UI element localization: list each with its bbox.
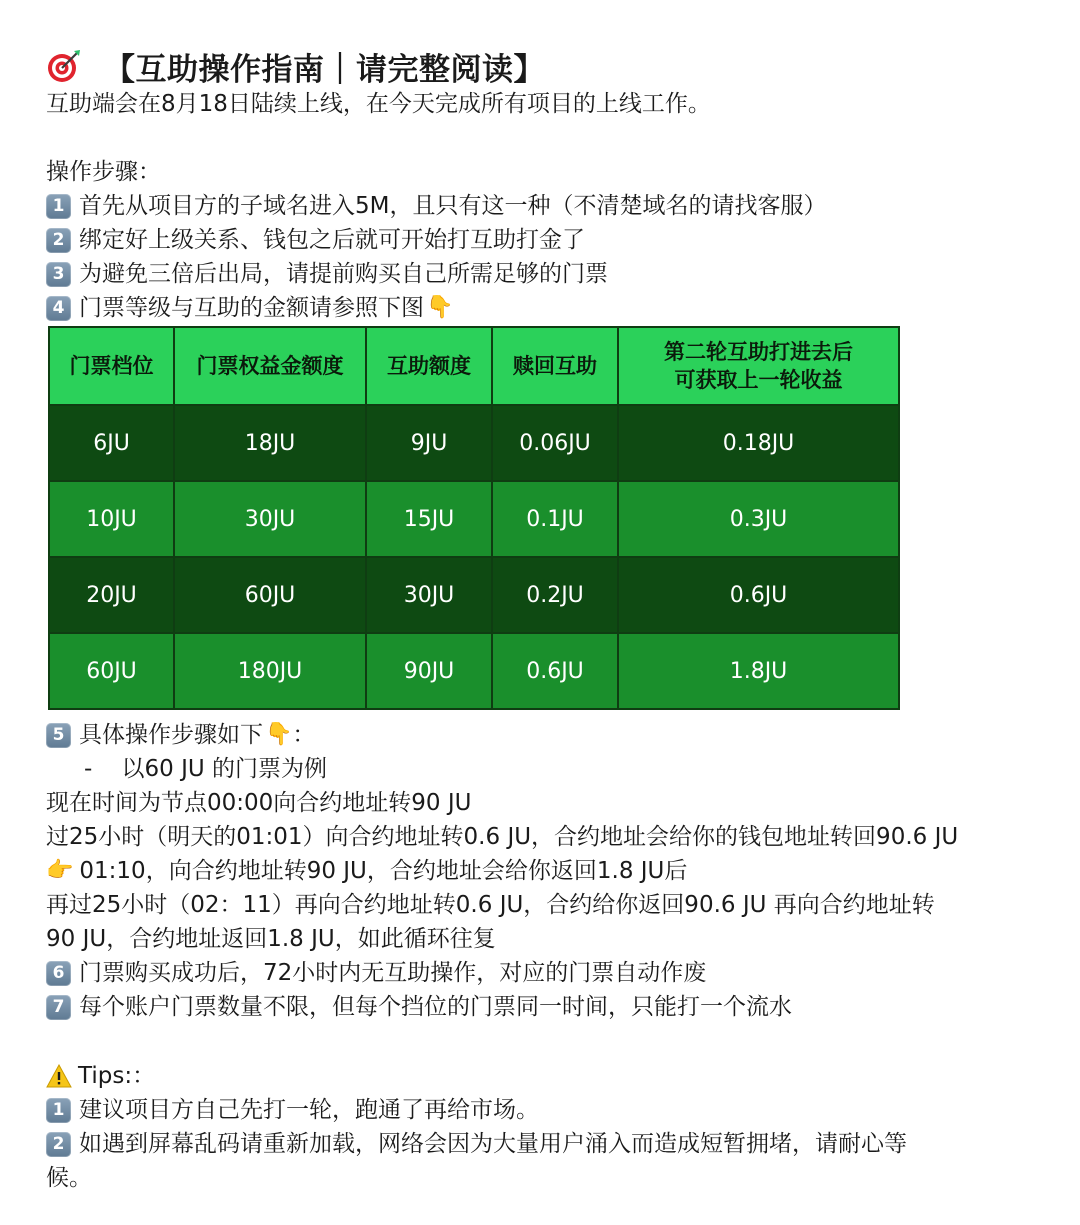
- detail-line: [46, 855, 687, 887]
- table-cell: 90JU: [366, 633, 492, 709]
- keycap-1-icon: 1: [46, 194, 71, 219]
- keycap-3-icon: 3: [46, 262, 71, 287]
- table-cell: 15JU: [366, 481, 492, 557]
- table-cell: 0.6JU: [618, 557, 899, 633]
- table-cell: 0.06JU: [492, 405, 618, 481]
- table-cell: 30JU: [366, 557, 492, 633]
- step-text: 门票购买成功后，72小时内无互助操作，对应的门票自动作废: [79, 960, 707, 986]
- warning-icon: [46, 1064, 72, 1088]
- column-header: 互助额度: [366, 327, 492, 405]
- keycap-2-icon: 2: [46, 228, 71, 253]
- table-cell: 0.6JU: [492, 633, 618, 709]
- column-header: 门票档位: [49, 327, 174, 405]
- table-cell: 0.2JU: [492, 557, 618, 633]
- table-cell: 0.3JU: [618, 481, 899, 557]
- step-item: [46, 258, 608, 290]
- table-cell: 30JU: [174, 481, 366, 557]
- step-text: 每个账户门票数量不限，但每个挡位的门票同一时间，只能打一个流水: [79, 994, 792, 1020]
- table-cell: 180JU: [174, 633, 366, 709]
- step-item: [46, 292, 453, 324]
- table-cell: 60JU: [174, 557, 366, 633]
- detail-line: 90 JU，合约地址返回1.8 JU，如此循环往复: [46, 926, 496, 952]
- tips-heading: Tips:：: [78, 1063, 156, 1089]
- tip-text: 建议项目方自己先打一轮，跑通了再给市场。: [79, 1097, 539, 1123]
- tip-text: 如遇到屏幕乱码请重新加载，网络会因为大量用户涌入而造成短暂拥堵，请耐心等: [79, 1131, 907, 1157]
- step-text: 首先从项目方的子域名进入5M，且只有这一种（不清楚域名的请找客服）: [79, 193, 827, 219]
- step-item: [46, 190, 826, 222]
- detail-line: 过25小时（明天的01:01）向合约地址转0.6 JU，合约地址会给你的钱包地址转回90.6 JU: [46, 824, 959, 850]
- column-header: 门票权益金额度: [174, 327, 366, 405]
- table-cell: 6JU: [49, 405, 174, 481]
- table-row: [49, 405, 899, 481]
- step-text: 绑定好上级关系、钱包之后就可开始打互助打金了: [79, 227, 585, 253]
- step-text: 为避免三倍后出局，请提前购买自己所需足够的门票: [79, 261, 608, 287]
- steps-heading: 操作步骤：: [46, 159, 161, 185]
- column-header: [618, 327, 899, 405]
- example-line: - 以60 JU 的门票为例: [84, 756, 328, 782]
- detail-line: 再过25小时（02：11）再向合约地址转0.6 JU，合约给你返回90.6 JU 再向合约地址转: [46, 892, 935, 918]
- table-cell: 18JU: [174, 405, 366, 481]
- keycap-1-icon: 1: [46, 1098, 71, 1123]
- dart-target-icon: [46, 48, 82, 84]
- keycap-4-icon: 4: [46, 296, 71, 321]
- hand-pointing-right-icon: 👉: [46, 858, 74, 883]
- table-cell: 10JU: [49, 481, 174, 557]
- hand-pointing-down-icon: 👇: [426, 295, 454, 320]
- page-title: 【互助操作指南｜请完整阅读】: [104, 51, 545, 88]
- table-row: [49, 557, 899, 633]
- detail-line: 现在时间为节点00:00向合约地址转90 JU: [46, 790, 472, 816]
- tip-item: [46, 1094, 539, 1126]
- title-row: [46, 44, 545, 88]
- detail-text: 01:10，向合约地址转90 JU，合约地址会给你返回1.8 JU后: [79, 858, 688, 884]
- table-cell: 1.8JU: [618, 633, 899, 709]
- table-cell: 0.18JU: [618, 405, 899, 481]
- tips-heading-row: [46, 1060, 155, 1092]
- keycap-5-icon: 5: [46, 723, 71, 748]
- step-item: [46, 224, 585, 256]
- keycap-7-icon: 7: [46, 995, 71, 1020]
- step-suffix: ：: [292, 722, 316, 748]
- step-item: [46, 957, 706, 989]
- step-item: [46, 719, 315, 751]
- tip-tail: 候。: [46, 1165, 92, 1191]
- ticket-level-table: [48, 326, 900, 710]
- keycap-2-icon: 2: [46, 1132, 71, 1157]
- table-cell: 60JU: [49, 633, 174, 709]
- hand-pointing-down-icon: 👇: [265, 722, 293, 747]
- keycap-6-icon: 6: [46, 961, 71, 986]
- table-row: [49, 481, 899, 557]
- column-header-line: 可获取上一轮收益: [674, 368, 843, 392]
- step-text: 具体操作步骤如下: [79, 722, 263, 748]
- table-cell: 9JU: [366, 405, 492, 481]
- table-header-row: [49, 327, 899, 405]
- table-cell: 20JU: [49, 557, 174, 633]
- table-row: [49, 633, 899, 709]
- column-header: 赎回互助: [492, 327, 618, 405]
- intro-text: 互助端会在8月18日陆续上线，在今天完成所有项目的上线工作。: [46, 91, 711, 117]
- step-text: 门票等级与互助的金额请参照下图: [79, 295, 424, 321]
- tip-item: [46, 1128, 907, 1160]
- table-cell: 0.1JU: [492, 481, 618, 557]
- step-item: [46, 991, 792, 1023]
- column-header-line: 第二轮互助打进去后: [664, 340, 853, 364]
